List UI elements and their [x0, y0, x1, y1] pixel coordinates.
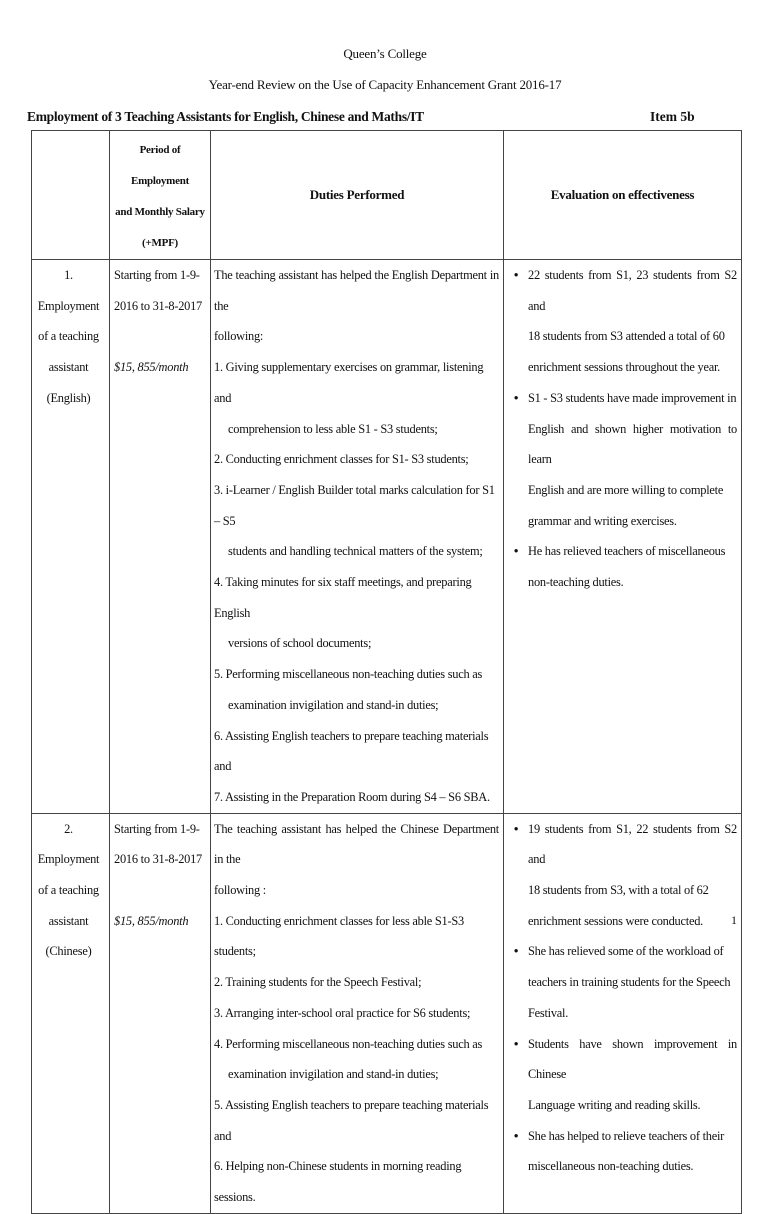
position-line: 1. Employment: [37, 268, 100, 313]
duty-line: 7. Assisting in the Preparation Room during S4 – S6 SBA.: [214, 789, 490, 804]
evaluation-line: 22 students from S1, 23 students from S2 and: [528, 268, 737, 313]
evaluation-line: enrichment sessions were conducted.: [528, 913, 703, 928]
evaluation-bullet: [504, 536, 737, 597]
table-row: [32, 813, 742, 1213]
evaluation-text: [528, 1029, 737, 1121]
evaluation-line: 18 students from S3, with a total of 62: [528, 883, 709, 898]
monthly-salary: $15, 855/month: [114, 914, 189, 929]
evaluation-line: She has helped to relieve teachers of their: [528, 1128, 725, 1143]
review-table: [31, 130, 742, 1214]
evaluation-text: [528, 936, 737, 1028]
position-line: assistant: [48, 360, 89, 375]
header-duties: Duties Performed: [211, 131, 504, 260]
duty-line: examination invigilation and stand-in duties;: [228, 1067, 439, 1082]
evaluation-text: [528, 383, 737, 537]
evaluation-line: She has relieved some of the workload of: [528, 944, 724, 959]
position-line: (Chinese): [45, 944, 92, 959]
period-line: Starting from 1-9-: [114, 268, 200, 282]
position-line: (English): [46, 390, 91, 405]
duty-line: students and handling technical matters of the system;: [228, 544, 483, 559]
bullet-icon: ●: [513, 546, 519, 556]
evaluation-line: He has relieved teachers of miscellaneous: [528, 544, 726, 559]
evaluation-cell: [504, 260, 742, 814]
evaluation-bullet: [504, 260, 737, 383]
bullet-icon: ●: [513, 392, 519, 402]
header-period-line: Period of Employment: [131, 144, 189, 187]
duty-line: 5. Performing miscellaneous non-teaching duties such as: [214, 667, 483, 682]
duty-line: examination invigilation and stand-in duties;: [228, 697, 439, 712]
header-position: [32, 131, 110, 260]
position-cell: [32, 813, 110, 1213]
evaluation-line: 18 students from S3 attended a total of 60: [528, 329, 725, 344]
evaluation-line: S1 - S3 students have made improvement in: [528, 390, 737, 405]
item-number: Item 5b: [650, 109, 695, 124]
period-line: 2016 to 31-8-2017: [114, 852, 202, 867]
position-line: assistant: [48, 913, 89, 928]
evaluation-bullet: [504, 1121, 737, 1182]
duty-line: 1. Conducting enrichment classes for less able S1-S3 students;: [214, 913, 464, 959]
evaluation-bullet: [504, 1029, 737, 1121]
duties-intro-line: following :: [214, 883, 266, 898]
duties-cell: [211, 260, 504, 814]
school-name: Queen’s College: [343, 46, 427, 61]
duties-intro-line: The teaching assistant has helped the Chinese Department in the: [214, 821, 499, 867]
period-cell: [110, 813, 211, 1213]
bullet-icon: ●: [513, 270, 519, 279]
position-cell: [32, 260, 110, 814]
period-line: Starting from 1-9-: [114, 821, 200, 836]
duty-line: 3. Arranging inter-school oral practice for S6 students;: [214, 1005, 471, 1020]
position-line: of a teaching: [38, 883, 99, 898]
header-period-line: and Monthly Salary: [115, 206, 205, 218]
section-subtitle: Employment of 3 Teaching Assistants for English, Chinese and Maths/IT: [27, 109, 424, 124]
page-number: 1: [731, 913, 737, 927]
table-row: [32, 260, 742, 814]
duty-line: 4. Performing miscellaneous non-teaching duties such as: [214, 1036, 483, 1051]
header-period: [110, 131, 211, 260]
duty-line: 4. Taking minutes for six staff meetings, and preparing English: [214, 575, 472, 620]
evaluation-text: [528, 1121, 737, 1182]
evaluation-text: [528, 814, 737, 937]
duty-line: 6. Helping non-Chinese students in morning reading sessions.: [214, 1159, 462, 1205]
evaluation-bullet: [504, 383, 737, 537]
evaluation-line: English and are more willing to complete: [528, 482, 724, 497]
duties-cell: [211, 813, 504, 1213]
header-period-line: (+MPF): [142, 237, 178, 249]
evaluation-line: teachers in training students for the Speech: [528, 975, 731, 990]
evaluation-text: [528, 536, 737, 597]
evaluation-bullet: [504, 936, 737, 1028]
duty-line: 1. Giving supplementary exercises on grammar, listening and: [214, 360, 484, 405]
evaluation-line: Students have shown improvement in Chinese: [528, 1036, 737, 1082]
bullet-icon: ●: [513, 946, 519, 956]
evaluation-text: [528, 260, 737, 383]
duty-line: 6. Assisting English teachers to prepare teaching materials and: [214, 728, 489, 774]
table-header-row: [32, 131, 742, 260]
evaluation-line: Language writing and reading skills.: [528, 1097, 701, 1112]
duty-line: 3. i-Learner / English Builder total marks calculation for S1 – S5: [214, 482, 495, 528]
document-title: Year-end Review on the Use of Capacity Enhancement Grant 2016-17: [208, 77, 562, 92]
duties-intro-line: The teaching assistant has helped the English Department in the: [214, 268, 499, 313]
position-line: 2. Employment: [37, 821, 100, 867]
period-line: 2016 to 31-8-2017: [114, 298, 202, 313]
evaluation-bullet: [504, 814, 737, 937]
evaluation-cell: [504, 813, 742, 1213]
duty-line: versions of school documents;: [228, 636, 372, 651]
evaluation-line: 19 students from S1, 22 students from S2 and: [528, 821, 737, 867]
monthly-salary: $15, 855/month: [114, 360, 189, 375]
evaluation-line: non-teaching duties.: [528, 575, 624, 590]
evaluation-line: enrichment sessions throughout the year.: [528, 360, 720, 375]
bullet-icon: ●: [513, 1130, 519, 1140]
duty-line: 2. Conducting enrichment classes for S1- S3 students;: [214, 452, 469, 467]
duty-line: comprehension to less able S1 - S3 students;: [228, 421, 438, 436]
duties-intro-line: following:: [214, 329, 264, 344]
header-evaluation: Evaluation on effectiveness: [504, 131, 742, 260]
bullet-icon: ●: [513, 823, 519, 833]
duty-line: 2. Training students for the Speech Festival;: [214, 975, 422, 990]
duty-line: 5. Assisting English teachers to prepare teaching materials and: [214, 1097, 489, 1143]
evaluation-line: Festival.: [528, 1005, 569, 1020]
period-cell: [110, 260, 211, 814]
evaluation-line: miscellaneous non-teaching duties.: [528, 1159, 694, 1174]
evaluation-line: English and shown higher motivation to learn: [528, 421, 737, 467]
evaluation-line: grammar and writing exercises.: [528, 513, 677, 528]
bullet-icon: ●: [513, 1038, 519, 1048]
position-line: of a teaching: [38, 329, 99, 344]
